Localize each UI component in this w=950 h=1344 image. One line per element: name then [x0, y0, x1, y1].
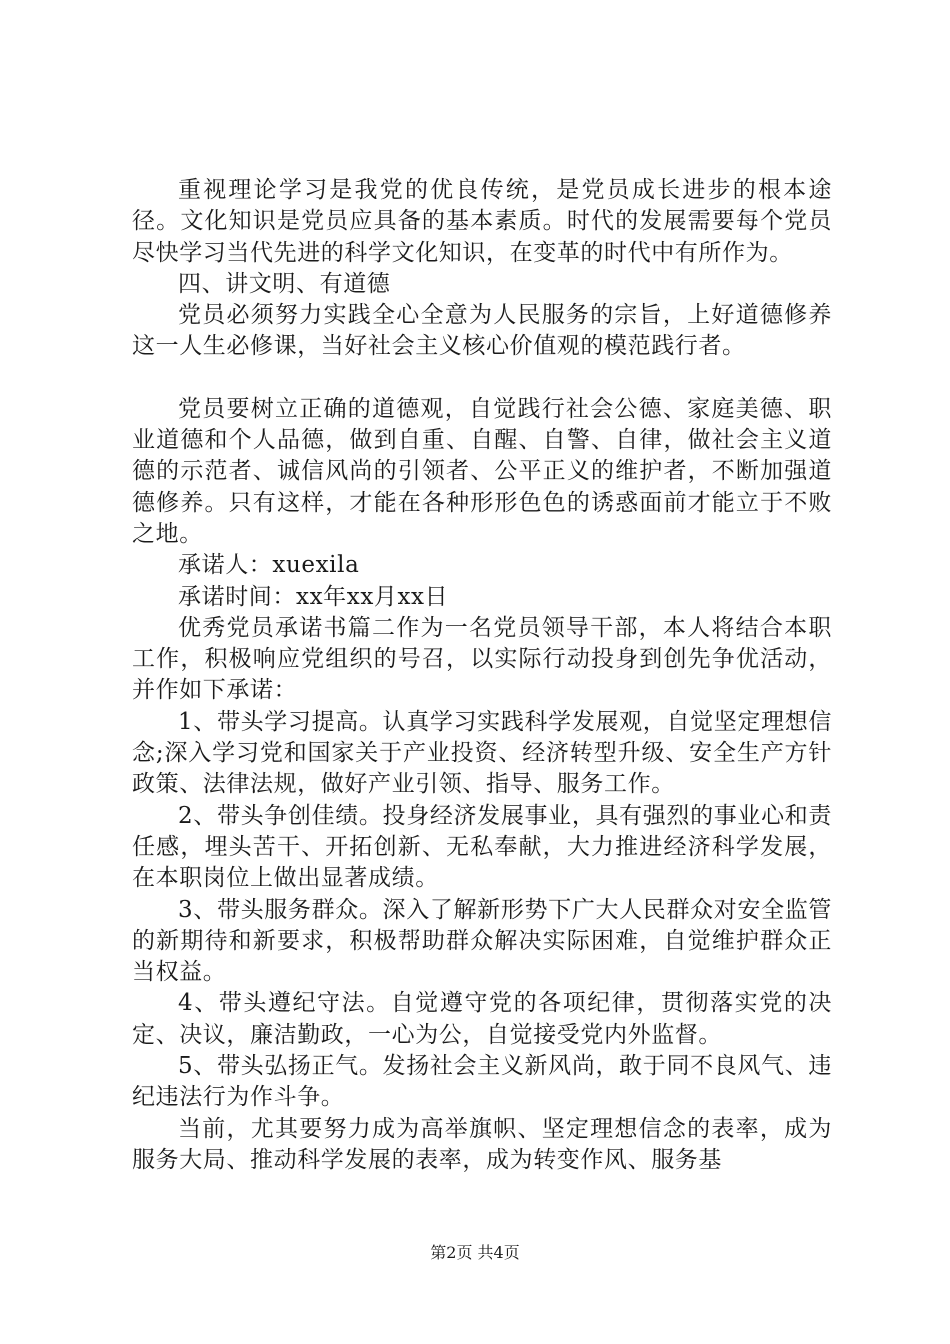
promise-item-5: 5、带头弘扬正气。发扬社会主义新风尚，敢于同不良风气、违纪违法行为作斗争。: [132, 1053, 832, 1111]
paragraph-gap: [132, 363, 832, 394]
promise-item-4: 4、带头遵纪守法。自觉遵守党的各项纪律，贯彻落实党的决定、决议，廉洁勤政，一心为公，自觉接受党内外监督。: [132, 990, 832, 1048]
page-footer: 第2页 共4页: [430, 1243, 520, 1262]
paragraph-theory-study: 重视理论学习是我党的优良传统，是党员成长进步的根本途径。文化知识是党员应具备的基本素质。时代的发展需要每个党员尽快学习当代先进的科学文化知识，在变革的时代中有所作为。: [132, 177, 832, 266]
section-heading-civility-morality: 四、讲文明、有道德: [178, 270, 391, 297]
promise-item-2: 2、带头争创佳绩。投身经济发展事业，具有强烈的事业心和责任感，埋头苦干、开拓创新、无私奉献，大力推进经济科学发展，在本职岗位上做出显著成绩。: [132, 802, 832, 892]
promise-date-line: 承诺时间：xx年xx月xx日: [178, 583, 449, 610]
paragraph-current-goals: 当前，尤其要努力成为高举旗帜、坚定理想信念的表率，成为服务大局、推动科学发展的表率，成为转变作风、服务基: [132, 1115, 832, 1173]
promise-item-3: 3、带头服务群众。深入了解新形势下广大人民群众对安全监管的新期待和新要求，积极帮助群众解决实际困难，自觉维护群众正当权益。: [132, 896, 832, 986]
paragraph-moral-view: 党员要树立正确的道德观，自觉践行社会公德、家庭美德、职业道德和个人品德，做到自重、自醒、自警、自律，做社会主义道德的示范者、诚信风尚的引领者、公平正义的维护者，不断加强道德修养。只有这样，才能在各种形形色色的诱惑面前才能立于不败之地。: [132, 395, 832, 547]
paragraph-serve-people: 党员必须努力实践全心全意为人民服务的宗旨，上好道德修养这一人生必修课，当好社会主义核心价值观的模范践行者。: [132, 302, 832, 360]
promisor-line: 承诺人：xuexila: [178, 552, 360, 579]
promise-item-1: 1、带头学习提高。认真学习实践科学发展观，自觉坚定理想信念;深入学习党和国家关于产业投资、经济转型升级、安全生产方针政策、法律法规，做好产业引领、指导、服务工作。: [132, 708, 832, 798]
paragraph-second-letter-intro: 优秀党员承诺书篇二作为一名党员领导干部，本人将结合本职工作，积极响应党组织的号召，以实际行动投身到创先争优活动，并作如下承诺：: [132, 614, 832, 704]
document-body: [132, 175, 832, 1176]
